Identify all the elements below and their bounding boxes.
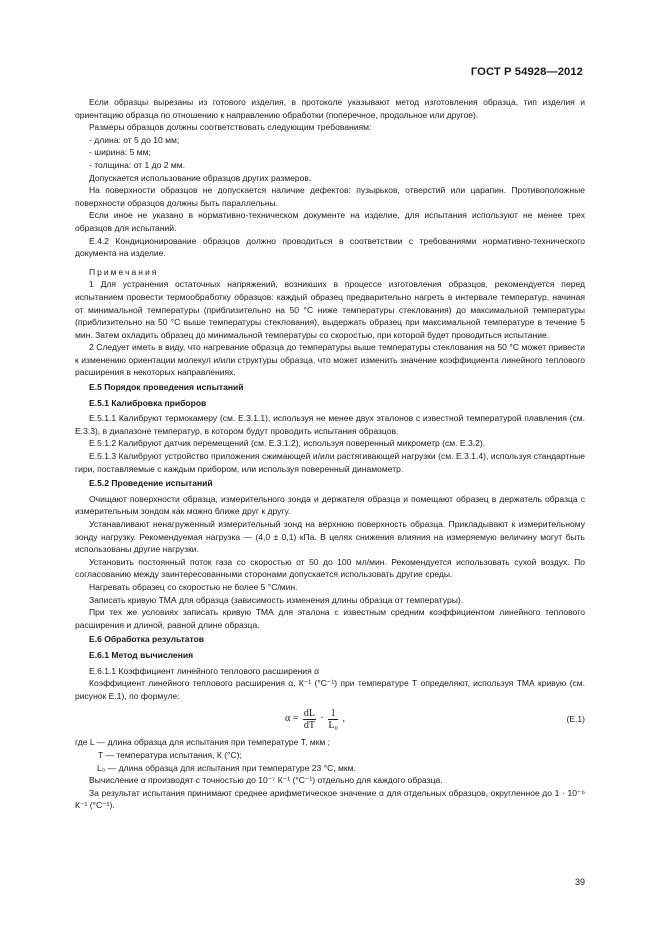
subsection-heading: Е.5.1 Калибровка приборов: [89, 397, 207, 408]
paragraph: На поверхности образцов не допускается наличие дефектов: пузырьков, отверстий или царапин. Противоположные поверхности образцов должны быть параллельны.: [75, 185, 585, 208]
paragraph: Записать кривую ТМА для образца (зависимость изменения длины образца от температуры).: [89, 594, 464, 605]
formula-lhs: α =: [285, 713, 299, 725]
paragraph: Устанавливают ненагруженный измерительный зонд на верхнюю поверхность образца. Прикладывают к измерительному зонду нагрузку. Рекомендуемая нагрузка — (4,0 ± 0,1) кПа. В целях снижения влияния на измеряемую величину могут быть использованы другие нагрузки.: [75, 519, 585, 555]
section-heading: Е.6 Обработка результатов: [89, 634, 205, 645]
paragraph: Е.5.1.3 Калибруют устройство приложения сжимающей и/или растягивающей нагрузки (см. Е.3.1.4), используя стандартные гири, поставляемые с каждым прибором, или используя поверенный динамометр.: [75, 451, 585, 474]
formula-numerator: 1: [328, 708, 338, 720]
document-header: ГОСТ Р 54928—2012: [470, 66, 583, 78]
list-item: - ширина: 5 мм;: [89, 147, 151, 158]
definition: L₀ — длина образца для испытания при температуре 23 °С, мкм.: [97, 762, 356, 773]
formula-fraction-1-l0: [328, 708, 338, 731]
paragraph: Если образцы вырезаны из готового изделия, в протоколе указывают метод изготовления образца, тип изделия и ориентацию образца по отношению к направлению обработки (поперечное, продольное или другое).: [75, 97, 585, 120]
paragraph: Очищают поверхности образца, измерительного зонда и держателя образца и помещают образец в держатель образца с измерительным зондом как можно ближе друг к другу.: [75, 493, 585, 517]
formula-denominator: dT: [303, 720, 315, 732]
paragraph: Допускается использование образцов других размеров.: [89, 172, 312, 183]
formula-tail: ,: [342, 713, 345, 725]
paragraph: Е.5.1.1 Калибруют термокамеру (см. Е.3.1.1), используя не менее двух эталонов с известной температурой плавления (см. Е.3.3), в диапазоне температур, в котором будут проводить испытания образцов.: [75, 413, 585, 436]
list-item: - длина: от 5 до 10 мм;: [89, 134, 180, 145]
notes-title: Примечания: [89, 266, 159, 277]
paragraph: Вычисление α производят с точностью до 10⁻⁷ К⁻¹ (°С⁻¹) отдельно для каждого образца.: [89, 775, 443, 786]
subsection-heading: Е.5.2 Проведение испытаний: [89, 478, 213, 489]
formula-denominator: L₀: [328, 720, 338, 732]
paragraph: Е.6.1.1 Коэффициент линейного теплового расширения α: [89, 665, 320, 676]
note: 1 Для устранения остаточных напряжений, возникших в процессе изготовления образцов, рекомендуется перед испытанием провести термообработку образцов: каждый образец предварительно нагреть в интервале температур, начиная от минимальной температуры (приблизительно на 50 °С ниже температуры стеклования) до максимальной температуры (приблизительно на 50 °С выше температуры стеклования), выдержать образец при максимальной температуре в течение 5 мин. Затем охладить образец до минимальной температуры со скоростью, при которой будет проводиться испытание.: [75, 279, 585, 340]
definition: T — температура испытания, К (°С);: [98, 749, 242, 760]
paragraph: Если иное не указано в нормативно-техническом документе на изделие, для испытания используют не менее трех образцов для испытаний.: [75, 210, 585, 233]
document-body: [75, 96, 585, 812]
note: 2 Следует иметь в виду, что нагревание образца до температуры выше температуры стеклования на 50 °С может привести к изменению ориентации молекул и/или структуры образца, что может изменить значение коэффициента линейного теплового расширения в некоторых направлениях.: [75, 342, 585, 378]
subsection-heading: Е.6.1 Метод вычисления: [89, 649, 194, 660]
list-item: - толщина: от 1 до 2 мм.: [89, 159, 185, 170]
paragraph: Е.5.1.2 Калибруют датчик перемещений (см. Е.3.1.2), используя поверенный микрометр (см. Е.3.2).: [89, 438, 486, 449]
paragraph: Размеры образцов должны соответствовать следующим требованиям:: [89, 122, 372, 133]
formula-expression: [285, 708, 345, 731]
formula-e1: [75, 704, 585, 734]
formula-numerator: dL: [303, 708, 315, 720]
paragraph: При тех же условиях записать кривую ТМА для эталона с известным средним коэффициентом линейного теплового расширения и длиной, равной длине образца.: [75, 607, 585, 630]
definition: где L — длина образца для испытания при температуре Т, мкм ;: [75, 737, 331, 748]
paragraph: Е.4.2 Кондиционирование образцов должно проводиться в соответствии с требованиями нормативно-технического документа на изделие.: [75, 235, 585, 259]
page-number: 39: [574, 877, 585, 887]
paragraph: За результат испытания принимают среднее арифметическое значение α для отдельных образцов, округленное до 1 · 10⁻⁶ К⁻¹ (°С⁻¹).: [75, 787, 585, 811]
section-heading: Е.5 Порядок проведения испытаний: [89, 382, 244, 393]
formula-number: (Е.1): [566, 714, 585, 725]
formula-fraction-dl-dt: [303, 708, 316, 731]
paragraph: Установить постоянный поток газа со скоростью от 50 до 100 мл/мин. Рекомендуется использовать сухой воздух. По согласованию между заинтересованными сторонами допускается использовать другие среды.: [75, 556, 585, 580]
paragraph: Коэффициент линейного теплового расширения α, К⁻¹ (°С⁻¹) при температуре Т определяют, используя ТМА кривую (см. рисунок Е.1), по формуле:: [75, 678, 585, 701]
formula-dot: ·: [320, 713, 324, 725]
paragraph: Нагревать образец со скоростью не более 5 °С/мин.: [89, 581, 298, 592]
